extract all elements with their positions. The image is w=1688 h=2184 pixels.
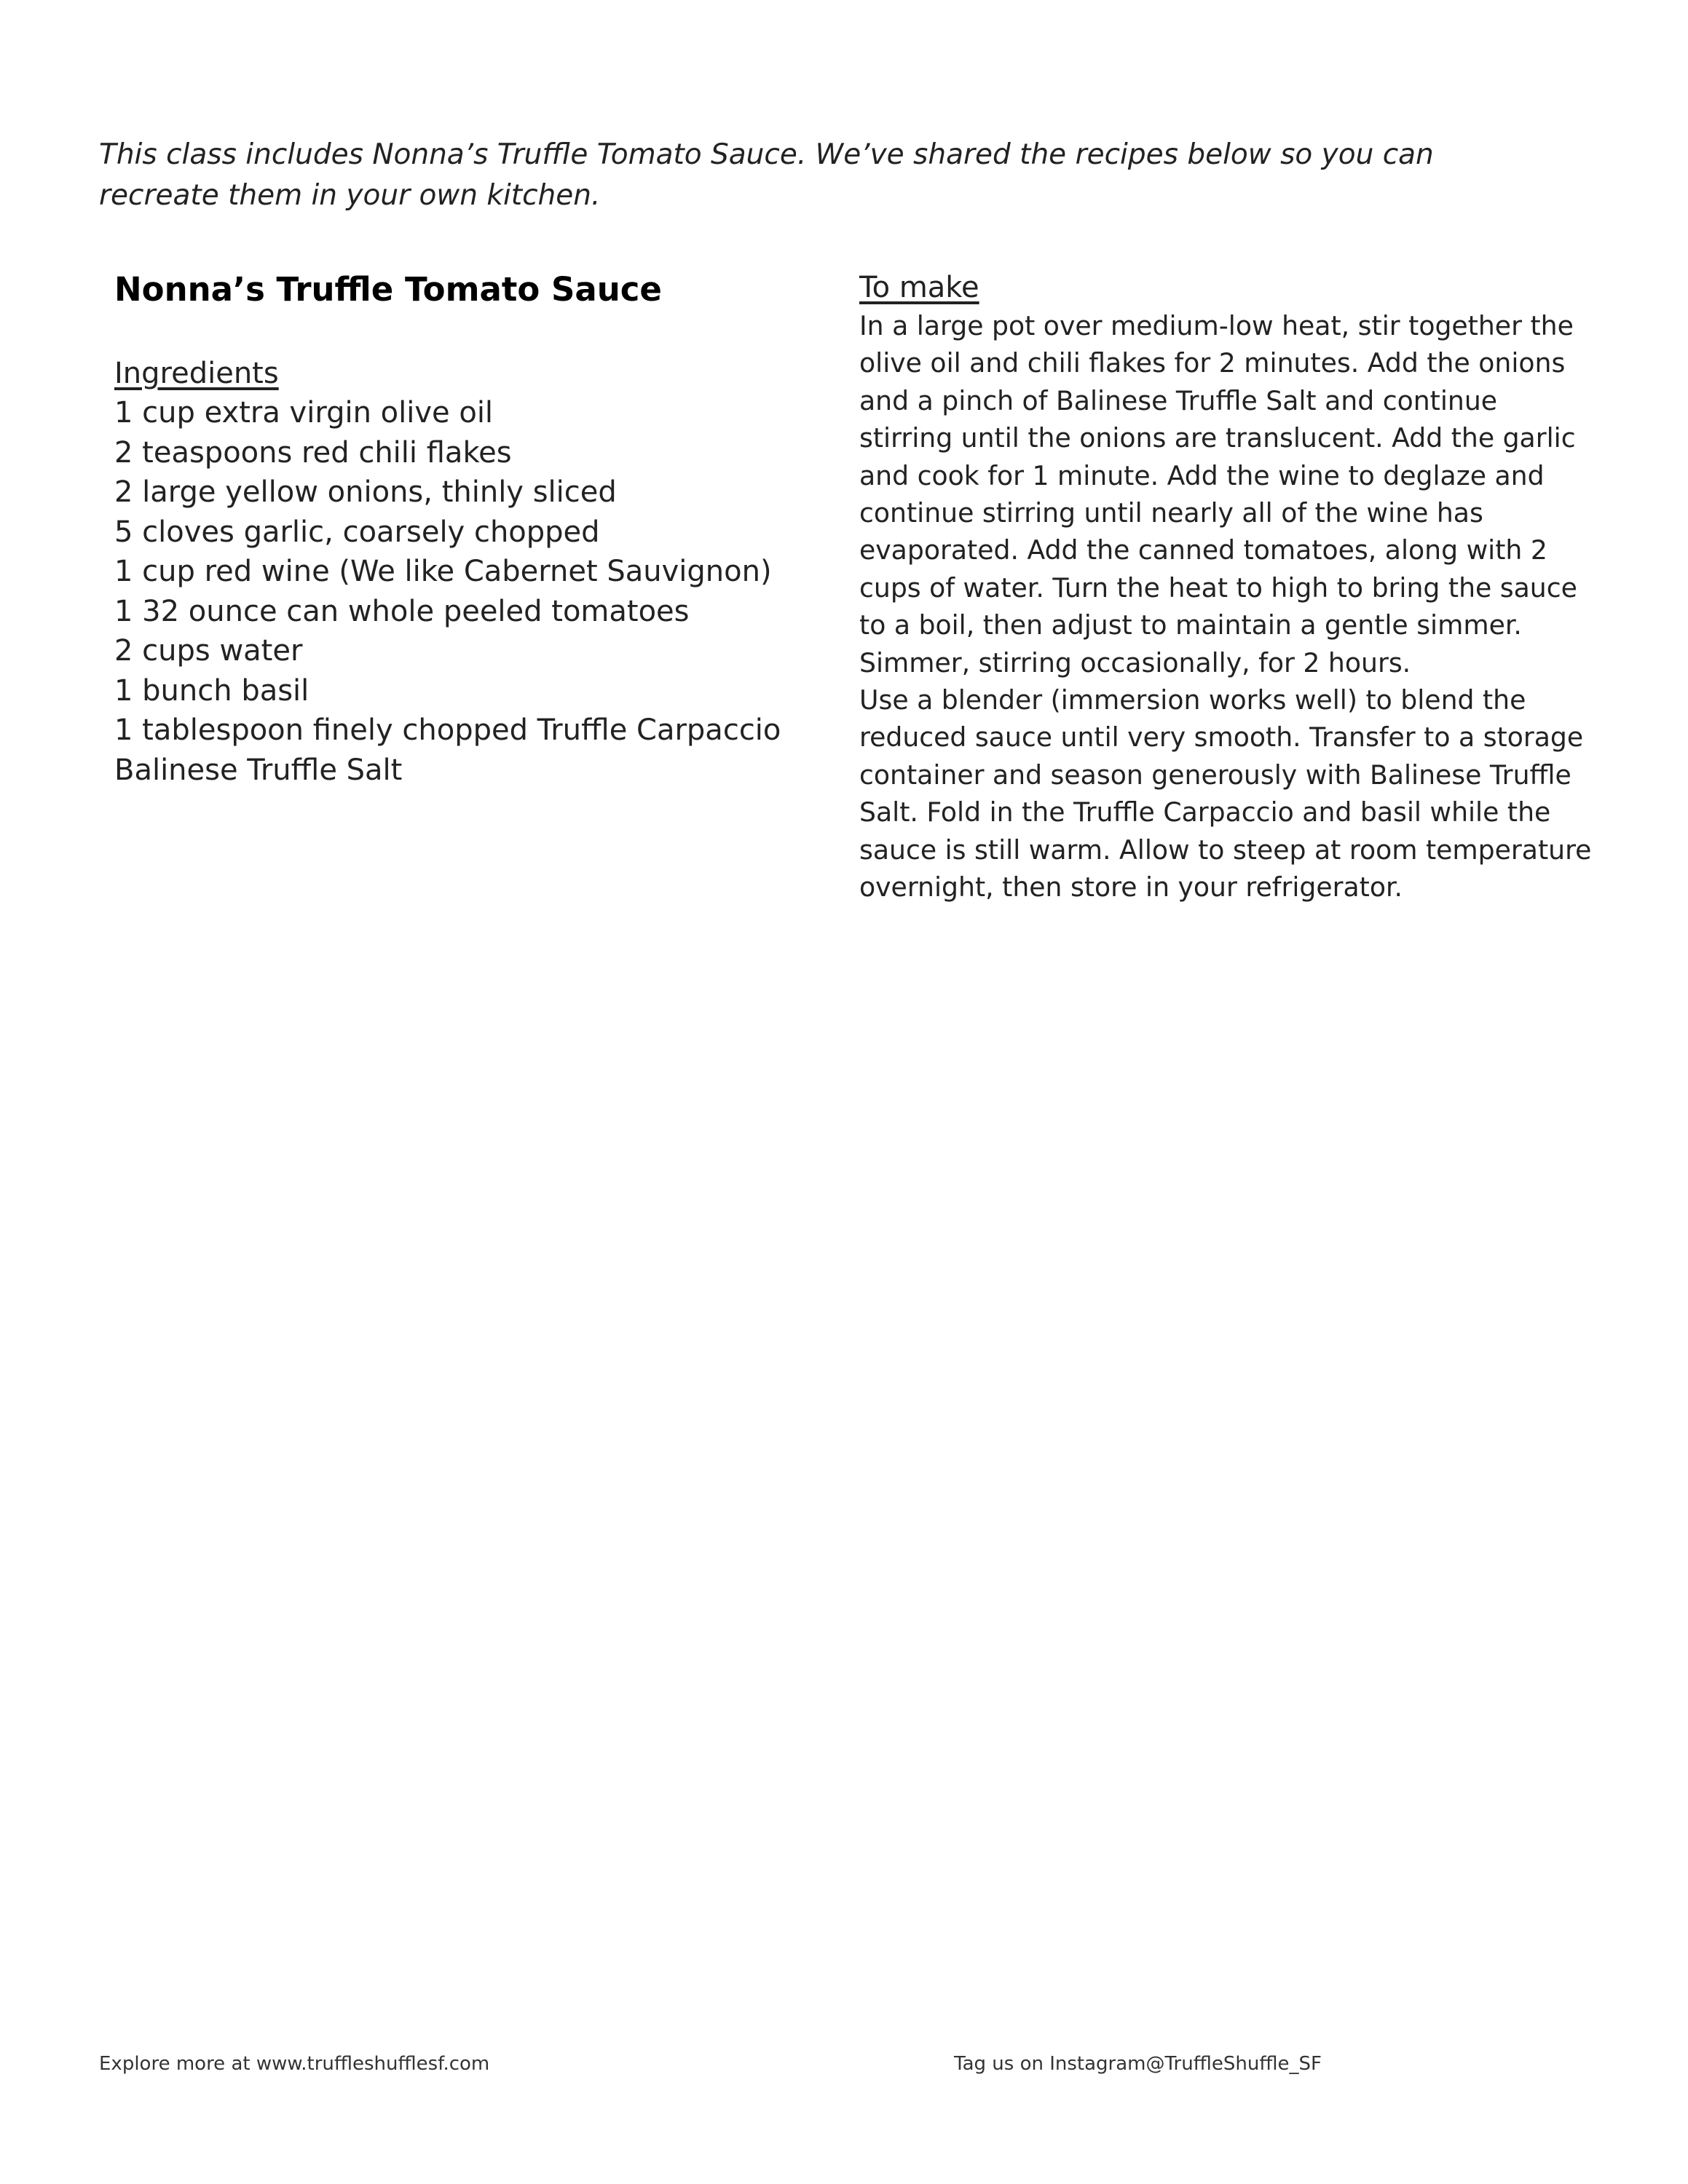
- ingredients-list: [114, 393, 813, 790]
- method-column: [859, 268, 1595, 906]
- ingredient-item: 1 bunch basil: [114, 673, 309, 708]
- ingredient-item: 1 tablespoon finely chopped Truffle Carpaccio: [114, 713, 781, 747]
- ingredient-item: 2 cups water: [114, 634, 303, 668]
- recipe-title: Nonna’s Truffle Tomato Sauce: [114, 270, 662, 309]
- ingredient-item: Balinese Truffle Salt: [114, 753, 403, 787]
- ingredient-item: 1 cup extra virgin olive oil: [114, 396, 494, 430]
- ingredient-item: 1 32 ounce can whole peeled tomatoes: [114, 594, 690, 628]
- footer-website: Explore more at www.truffleshufflesf.com: [99, 2053, 490, 2075]
- ingredient-item: 2 teaspoons red chili flakes: [114, 435, 512, 470]
- ingredient-item: 1 cup red wine (We like Cabernet Sauvignon): [114, 555, 772, 588]
- ingredients-column: [114, 268, 813, 790]
- footer-instagram: Tag us on Instagram@TruffleShuffle_SF: [954, 2053, 1322, 2075]
- ingredient-item: 2 large yellow onions, thinly sliced: [114, 475, 617, 509]
- ingredient-item: 5 cloves garlic, coarsely chopped: [114, 515, 600, 549]
- ingredients-heading: Ingredients: [114, 357, 279, 390]
- intro-text: This class includes Nonna’s Truffle Tomato Sauce. We’ve shared the recipes below so you can recreate them in your own kitchen.: [99, 138, 1434, 212]
- method-heading: To make: [859, 271, 979, 304]
- method-step: In a large pot over medium-low heat, stir together the olive oil and chili flakes for 2 minutes. Add the onions and a pinch of Balinese Truffle Salt and continue stirring until the onions are translucent. Add the garlic and cook for 1 minute. Add the wine to deglaze and continue stirring until nearly all of the wine has evaporated. Add the canned tomatoes, along with 2 cups of water. Turn the heat to high to bring the sauce to a boil, then adjust to maintain a gentle simmer. Simmer, stirring occasionally, for 2 hours.: [859, 310, 1577, 678]
- method-step: Use a blender (immersion works well) to blend the reduced sauce until very smooth. Transfer to a storage container and season generously with Balinese Truffle Salt. Fold in the Truffle Carpaccio and basil while the sauce is still warm. Allow to steep at room temperature overnight, then store in your refrigerator.: [859, 684, 1592, 903]
